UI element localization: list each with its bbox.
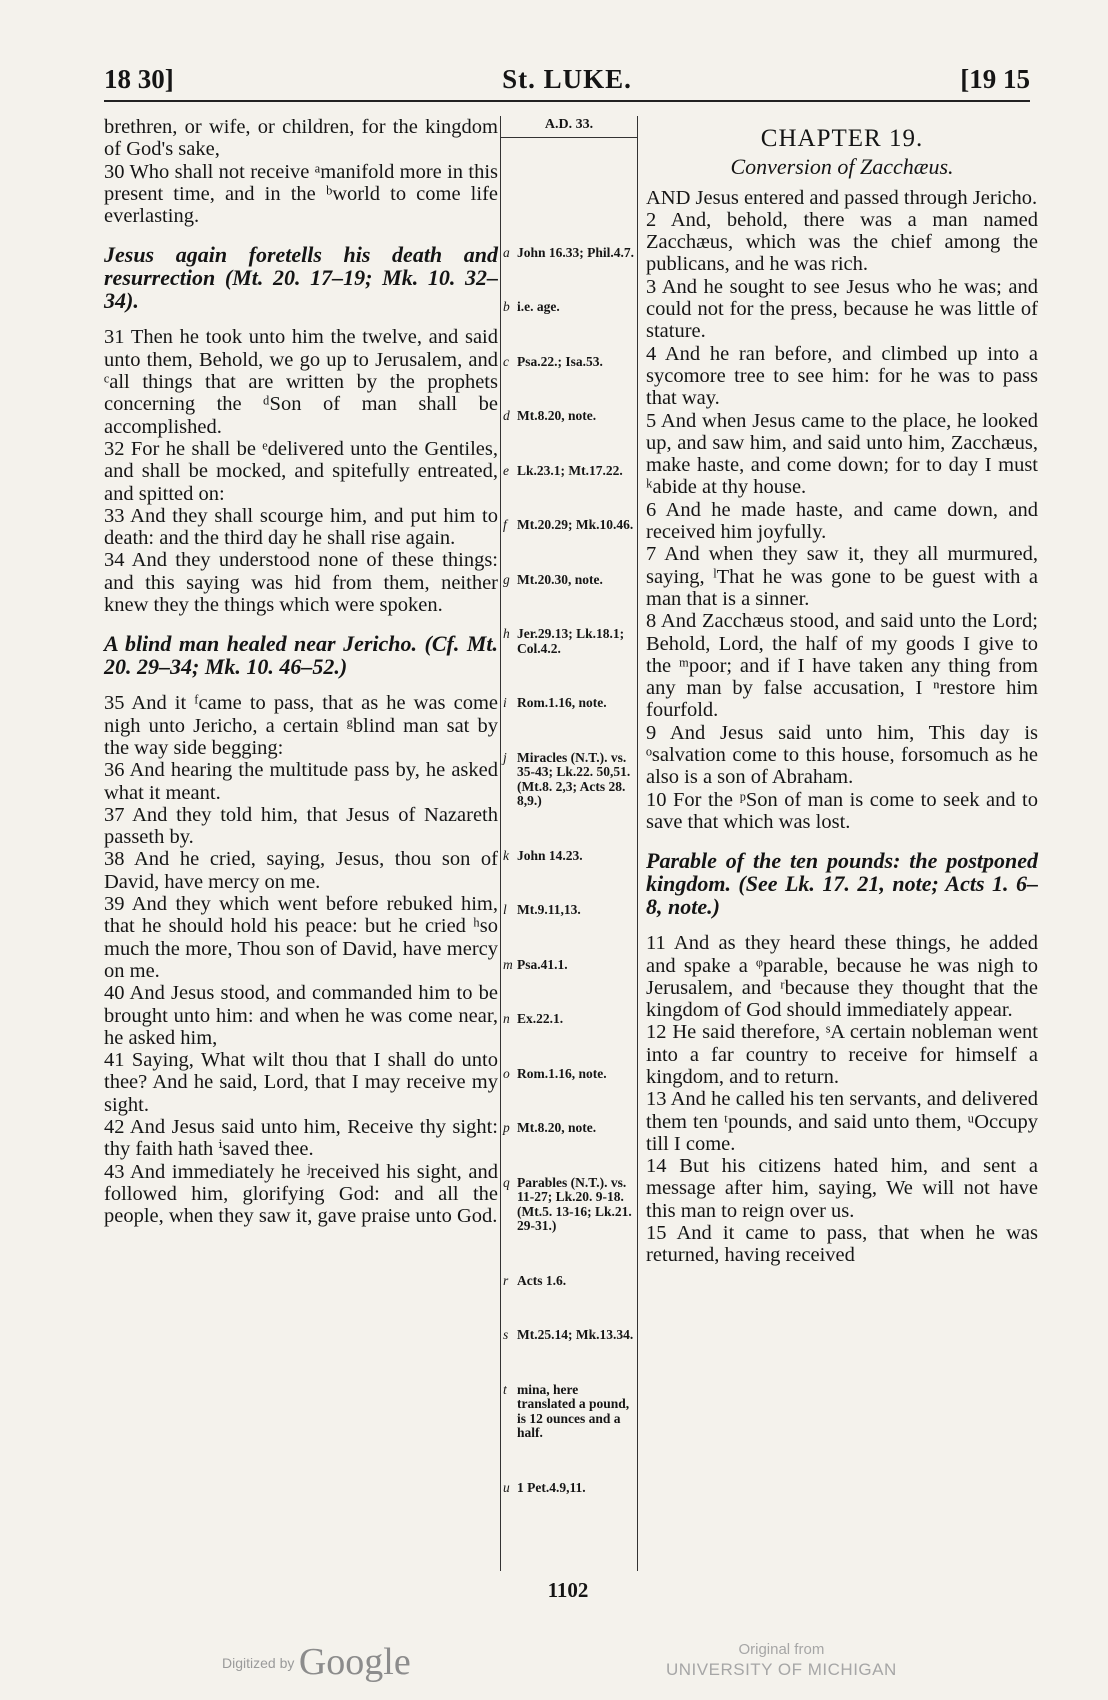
verse-paragraph: 41 Saying, What wilt thou that I shall do unto thee? And he said, Lord, that I may receive my sight. bbox=[104, 1049, 498, 1116]
verse-paragraph: 35 And it ᶠcame to pass, that as he was come nigh unto Jericho, a certain ᵍblind man sat by the way side begging: bbox=[104, 692, 498, 759]
reference-text: John 16.33; Phil.4.7. bbox=[517, 244, 635, 260]
verse-paragraph: 32 For he shall be ᵉdelivered unto the Gentiles, and shall be mocked, and spitefully entreated, and spitted on: bbox=[104, 437, 498, 505]
section-heading: A blind man healed near Jericho. (Cf. Mt. 20. 29–34; Mk. 10. 46–52.) bbox=[104, 631, 498, 680]
reference-letter: u bbox=[503, 1479, 510, 1495]
reference-text: John 14.23. bbox=[517, 847, 583, 863]
verse-paragraph: brethren, or wife, or children, for the kingdom of God's sake, bbox=[104, 116, 498, 161]
reference-text: 1 Pet.4.9,11. bbox=[517, 1479, 586, 1495]
reference-letter: b bbox=[503, 299, 510, 314]
reference-letter: c bbox=[503, 353, 509, 369]
section-heading: Parable of the ten pounds: the postponed kingdom. (See Lk. 17. 21, note; Acts 1. 6–8, note.) bbox=[646, 848, 1038, 920]
verse-paragraph: 30 Who shall not receive ᵃmanifold more in this present time, and in the ᵇworld to come life everlasting. bbox=[104, 160, 498, 228]
digitized-by-google-mark bbox=[222, 1640, 411, 1684]
reference-text: Mt.20.30, note. bbox=[517, 571, 603, 587]
page-number: 1102 bbox=[547, 1578, 589, 1602]
reference-note bbox=[501, 1481, 637, 1496]
reference-text: Mt.8.20, note. bbox=[517, 1120, 597, 1135]
reference-note bbox=[501, 751, 637, 809]
original-from-label: Original from bbox=[738, 1641, 825, 1658]
reference-text: Jer.29.13; Lk.18.1; Col.4.2. bbox=[517, 626, 625, 656]
reference-letter: j bbox=[503, 749, 507, 765]
verse-paragraph: 4 And he ran before, and climbed up into a sycomore tree to see him: for he was to pass that way. bbox=[646, 342, 1038, 410]
reference-letter: s bbox=[503, 1327, 509, 1342]
reference-note bbox=[501, 409, 637, 424]
reference-text: Mt.8.20, note. bbox=[517, 408, 597, 423]
reference-text: Acts 1.6. bbox=[517, 1272, 567, 1288]
verse-paragraph: 5 And when Jesus came to the place, he looked up, and saw him, and said unto him, Zacchæus, make haste, and come down; for to day I must ᵏabide at thy house. bbox=[646, 409, 1038, 499]
reference-note bbox=[501, 627, 637, 656]
reference-text: Miracles (N.T.). vs. 35-43; Lk.22. 50,51. (Mt.8. 2,3; Acts 28. 8,9.) bbox=[517, 749, 631, 808]
reference-note bbox=[501, 355, 637, 370]
verse-paragraph: 14 But his citizens hated him, and sent a message after him, saying, We will not have this man to reign over us. bbox=[646, 1155, 1038, 1222]
digitized-by-label: Digitized by bbox=[222, 1655, 295, 1671]
university-label: UNIVERSITY OF MICHIGAN bbox=[666, 1660, 897, 1679]
left-text-column bbox=[104, 116, 498, 1227]
reference-letter: l bbox=[503, 902, 507, 917]
reference-letter: k bbox=[503, 847, 509, 863]
reference-note bbox=[501, 958, 637, 973]
reference-text: Psa.41.1. bbox=[517, 956, 568, 972]
reference-note bbox=[501, 696, 637, 711]
verse-paragraph: 37 And they told him, that Jesus of Nazareth passeth by. bbox=[104, 803, 498, 849]
verse-paragraph: 8 And Zacchæus stood, and said unto the Lord; Behold, Lord, the half of my goods I give to the ᵐpoor; and if I have taken any thing from any man by false accusation, I ⁿrestore him fourfold. bbox=[646, 610, 1038, 722]
reference-letter: i bbox=[503, 695, 507, 710]
reference-note bbox=[501, 1328, 637, 1343]
verse-paragraph: 12 He said therefore, ˢA certain nobleman went into a far country to receive for himself a kingdom, and to return. bbox=[646, 1021, 1038, 1088]
reference-note bbox=[501, 903, 637, 918]
reference-text: Psa.22.; Isa.53. bbox=[517, 353, 603, 369]
reference-note bbox=[501, 464, 637, 479]
reference-letter: f bbox=[503, 517, 507, 532]
reference-note bbox=[501, 1121, 637, 1136]
reference-note bbox=[501, 1012, 637, 1027]
verse-paragraph: 13 And he called his ten servants, and delivered them ten ᵗpounds, and said unto them, ᵘOccupy till I come. bbox=[646, 1088, 1038, 1155]
reference-letter: r bbox=[503, 1272, 509, 1288]
verse-paragraph: 34 And they understood none of these things: and this saying was hid from them, neither knew they the things which were spoken. bbox=[104, 549, 498, 617]
reference-text: mina, here translated a pound, is 12 ounces and a half. bbox=[517, 1381, 630, 1440]
reference-letter: n bbox=[503, 1011, 510, 1026]
reference-letter: t bbox=[503, 1381, 507, 1397]
reference-text: Mt.20.29; Mk.10.46. bbox=[517, 517, 634, 532]
reference-note bbox=[501, 300, 637, 315]
reference-letter: q bbox=[503, 1174, 510, 1190]
reference-text: Ex.22.1. bbox=[517, 1011, 564, 1026]
chapter-subtitle: Conversion of Zacchæus. bbox=[730, 154, 954, 180]
verse-paragraph: AND Jesus entered and passed through Jericho. bbox=[646, 186, 1038, 209]
reference-text: Lk.23.1; Mt.17.22. bbox=[517, 462, 623, 478]
reference-text: Rom.1.16, note. bbox=[517, 695, 607, 710]
verse-paragraph: 7 And when they saw it, they all murmured, saying, ˡThat he was gone to be guest with a man that is a sinner. bbox=[646, 543, 1038, 610]
verse-paragraph: 15 And it came to pass, that when he was returned, having received bbox=[646, 1222, 1038, 1267]
chapter-title: CHAPTER 19. bbox=[760, 125, 924, 152]
verse-paragraph: 38 And he cried, saying, Jesus, thou son of David, have mercy on me. bbox=[104, 848, 498, 893]
original-from-mark bbox=[666, 1640, 897, 1680]
verse-paragraph: 2 And, behold, there was a man named Zacchæus, which was the chief among the publicans, and he was rich. bbox=[646, 208, 1038, 276]
reference-note bbox=[501, 246, 637, 261]
reference-note bbox=[501, 573, 637, 588]
reference-text: Parables (N.T.). vs. 11-27; Lk.20. 9-18. (Mt.5. 13-16; Lk.21. 29-31.) bbox=[517, 1174, 632, 1233]
reference-letter: p bbox=[503, 1120, 510, 1135]
reference-date-heading: A.D. 33. bbox=[501, 116, 637, 138]
verse-paragraph: 39 And they which went before rebuked him, that he should hold his peace: but he cried ʰso much the more, Thou son of David, have mercy on me. bbox=[104, 893, 498, 982]
header-book-title: St. LUKE. bbox=[502, 64, 632, 94]
reference-letter: d bbox=[503, 408, 510, 423]
verse-paragraph: 33 And they shall scourge him, and put him to death: and the third day he shall rise again. bbox=[104, 504, 498, 550]
reference-note bbox=[501, 518, 637, 533]
reference-letter: h bbox=[503, 626, 510, 641]
reference-note bbox=[501, 1274, 637, 1289]
reference-text: i.e. age. bbox=[517, 299, 560, 314]
reference-text: Mt.9.11,13. bbox=[517, 902, 581, 917]
right-text-column bbox=[646, 116, 1038, 1267]
reference-letter: o bbox=[503, 1065, 510, 1081]
reference-note bbox=[501, 849, 637, 864]
verse-paragraph: 11 And as they heard these things, he added and spake a ᵠparable, because he was nigh to Jerusalem, and ʳbecause they thought that the kingdom of God should immediately appear. bbox=[646, 932, 1038, 1022]
verse-paragraph: 6 And he made haste, and came down, and received him joyfully. bbox=[646, 498, 1038, 544]
reference-note bbox=[501, 1176, 637, 1234]
reference-column bbox=[500, 116, 638, 1571]
verse-paragraph: 36 And hearing the multitude pass by, he asked what it meant. bbox=[104, 759, 498, 804]
reference-letter: g bbox=[503, 571, 510, 587]
verse-paragraph: 42 And Jesus said unto him, Receive thy sight: thy faith hath ⁱsaved thee. bbox=[104, 1115, 498, 1161]
verse-paragraph: 31 Then he took unto him the twelve, and said unto them, Behold, we go up to Jerusalem, and ᶜall things that are written by the prophets concerning the ᵈSon of man shall be accomplished. bbox=[104, 326, 498, 438]
reference-text: Rom.1.16, note. bbox=[517, 1065, 607, 1081]
verse-paragraph: 9 And Jesus said unto him, This day is ᵒsalvation come to this house, forsomuch as he also is a son of Abraham. bbox=[646, 721, 1038, 789]
section-heading: Jesus again foretells his death and resurrection (Mt. 20. 17–19; Mk. 10. 32–34). bbox=[104, 242, 498, 314]
reference-letter: m bbox=[503, 956, 513, 972]
reference-letter: a bbox=[503, 244, 510, 260]
verse-paragraph: 3 And he sought to see Jesus who he was; and could not for the press, because he was little of stature. bbox=[646, 275, 1038, 343]
verse-paragraph: 40 And Jesus stood, and commanded him to be brought unto him: and when he was come near, he asked him, bbox=[104, 982, 498, 1049]
reference-text: Mt.25.14; Mk.13.34. bbox=[517, 1327, 634, 1342]
reference-letter: e bbox=[503, 462, 509, 478]
page-header bbox=[104, 64, 1030, 102]
header-right-ref: [19 15 bbox=[960, 64, 1030, 94]
header-left-ref: 18 30] bbox=[104, 64, 174, 94]
google-logo: Google bbox=[298, 1641, 411, 1683]
verse-paragraph: 43 And immediately he ʲreceived his sight, and followed him, glorifying God: and all the people, when they saw it, gave praise unto God. bbox=[104, 1160, 498, 1228]
reference-note bbox=[501, 1067, 637, 1082]
verse-paragraph: 10 For the ᵖSon of man is come to seek and to save that which was lost. bbox=[646, 788, 1038, 833]
reference-note bbox=[501, 1383, 637, 1441]
